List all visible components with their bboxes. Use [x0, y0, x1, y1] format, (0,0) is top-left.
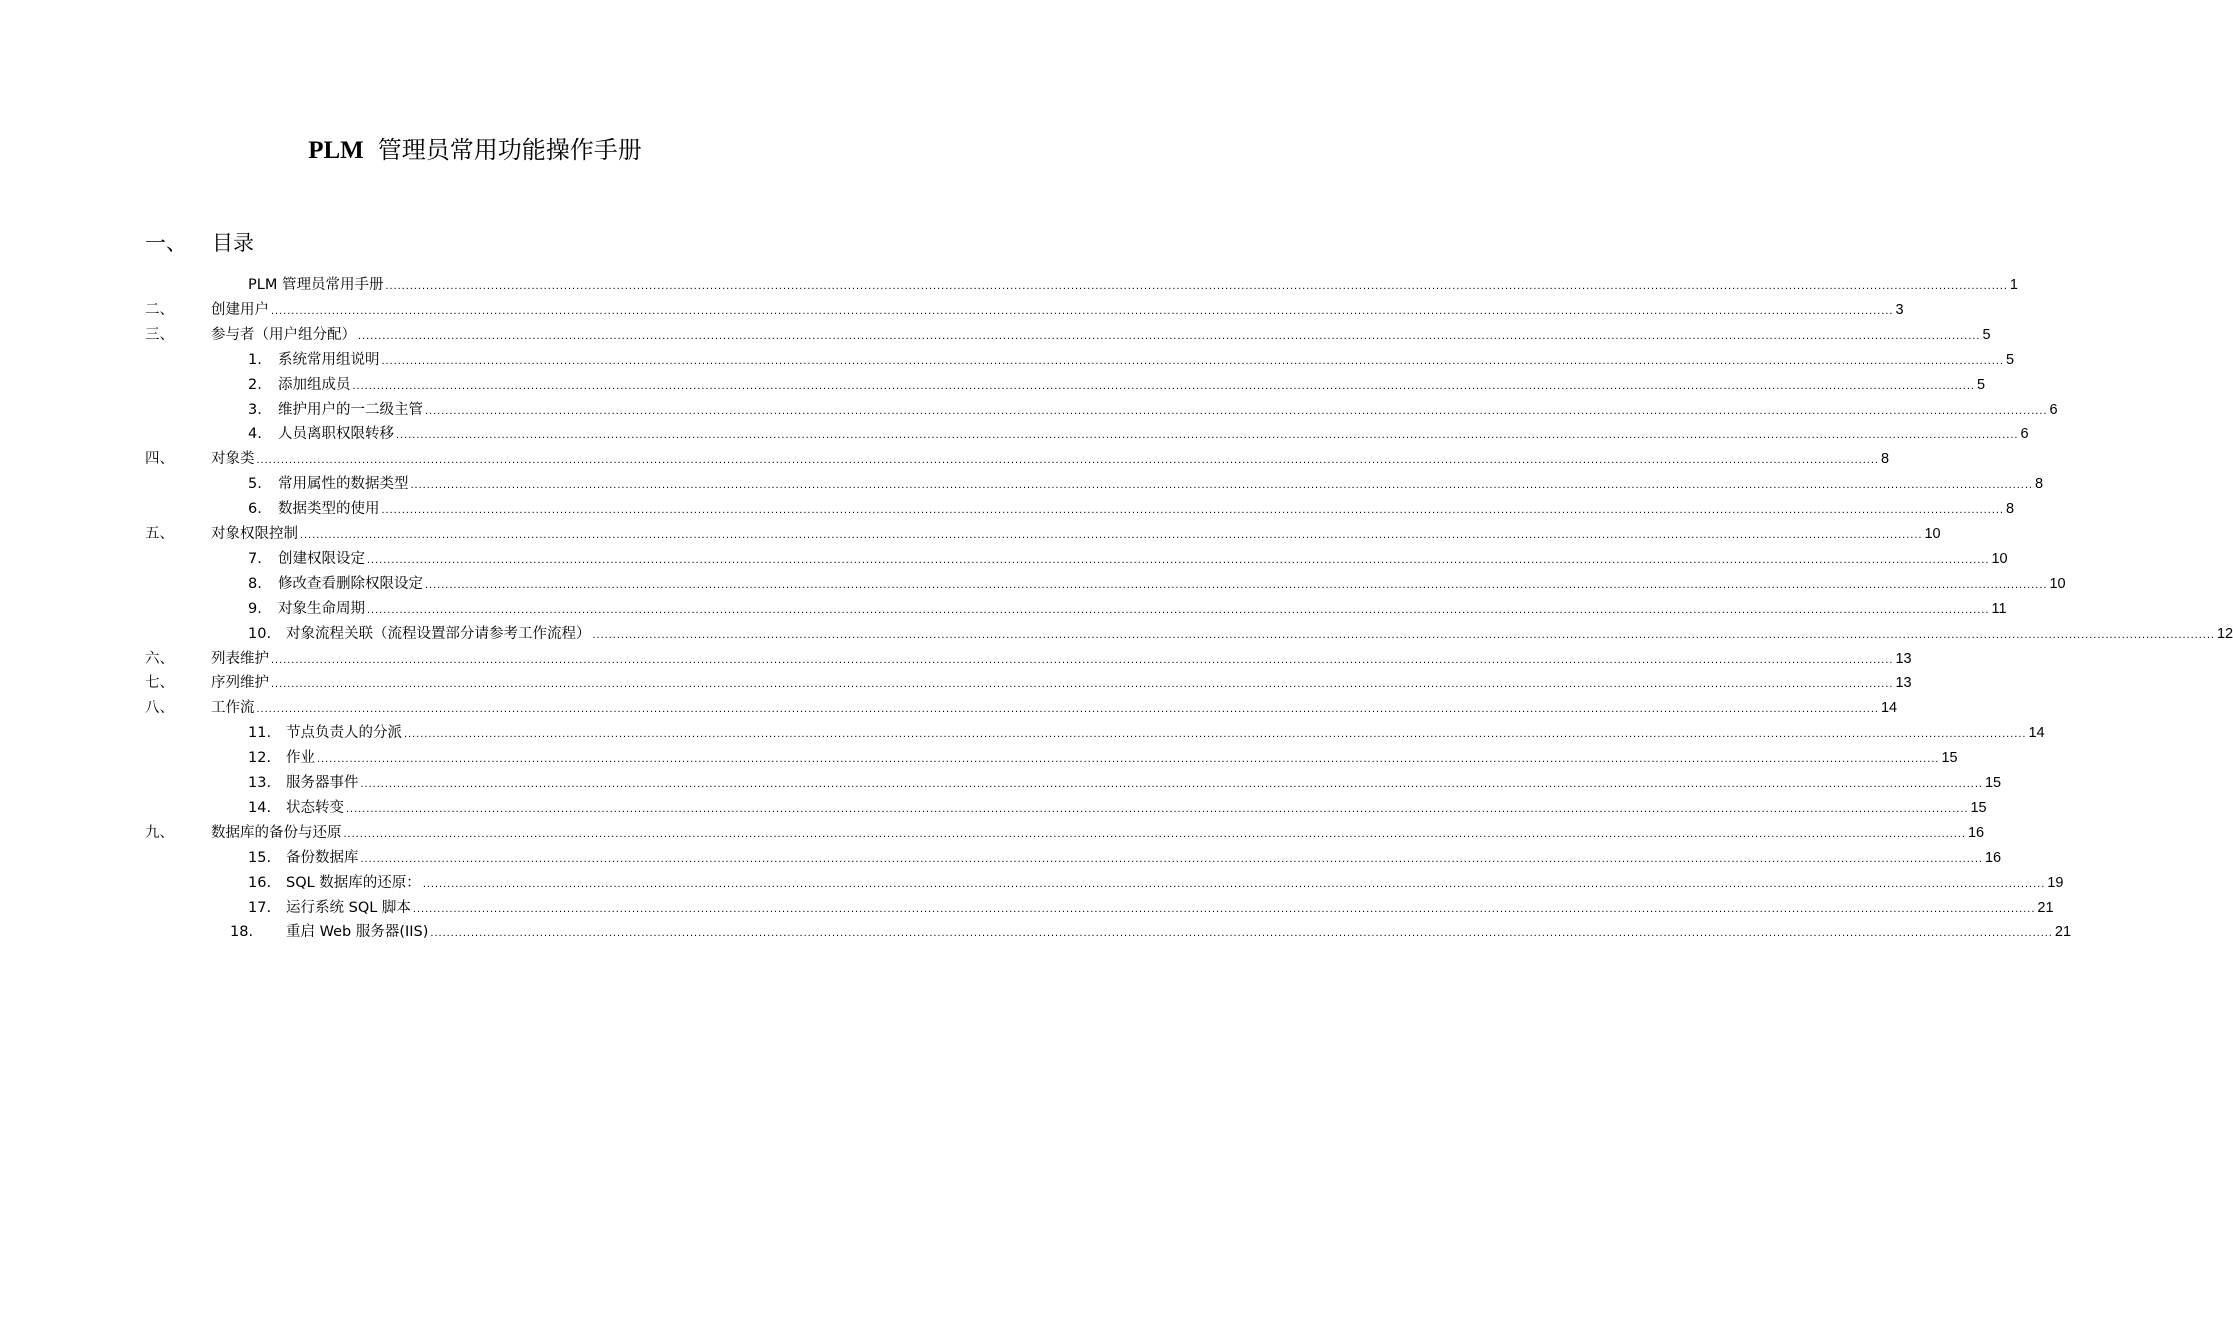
toc-leader-dots: ................................................................................................................................................................................................................................................................................................................................................................................................................: [317, 753, 1940, 766]
toc-entry-label: 对象流程关联（流程设置部分请参考工作流程）: [286, 625, 591, 642]
toc-leader-dots: ................................................................................................................................................................................................................................................................................................................................................................................................................: [430, 927, 2053, 940]
toc-entry[interactable]: [0, 348, 2015, 372]
toc-entry[interactable]: [0, 547, 2008, 571]
toc-entry-number: 五、: [145, 526, 174, 542]
toc-entry-page: 21: [2054, 924, 2072, 941]
toc-entry-label: 备份数据库: [286, 849, 359, 866]
toc-entry-label: 对象权限控制: [211, 526, 298, 542]
toc-entry-page: 5: [2005, 351, 2015, 368]
toc-entry-number: 8.: [248, 575, 262, 592]
toc-entry-page: 13: [1895, 650, 1912, 667]
toc-entry-number: 三、: [145, 326, 174, 343]
toc-leader-dots: ................................................................................................................................................................................................................................................................................................................................................................................................................: [271, 304, 1894, 317]
toc-entry-label: 状态转变: [286, 799, 344, 816]
toc-entry[interactable]: [0, 896, 2054, 920]
toc-leader-dots: ................................................................................................................................................................................................................................................................................................................................................................................................................: [385, 280, 2008, 292]
toc-leader-dots: ................................................................................................................................................................................................................................................................................................................................................................................................................: [343, 827, 1966, 840]
toc-entry-page: 16: [1967, 824, 1985, 841]
toc-entry-label: 工作流: [211, 700, 255, 717]
toc-entry-number: 16.: [248, 874, 272, 891]
toc-entry-number: 七、: [145, 675, 174, 692]
toc-entry[interactable]: [0, 846, 2002, 870]
toc-leader-dots: ................................................................................................................................................................................................................................................................................................................................................................................................................: [352, 379, 1975, 392]
toc-entry-page: 10: [1991, 550, 2008, 567]
toc-entry-page: 6: [2049, 401, 2058, 418]
toc-entry-label: 对象类: [211, 451, 255, 468]
toc-entry[interactable]: [0, 771, 2002, 795]
toc-entry-page: 8: [1880, 451, 1890, 468]
toc-entry[interactable]: [0, 472, 2044, 496]
toc-leader-dots: ................................................................................................................................................................................................................................................................................................................................................................................................................: [256, 454, 1879, 467]
toc-entry-number: 六、: [145, 650, 174, 667]
toc-entry[interactable]: [0, 398, 2058, 422]
toc-entry-page: 16: [1984, 849, 2002, 866]
toc-leader-dots: ................................................................................................................................................................................................................................................................................................................................................................................................................: [360, 778, 1983, 790]
toc-entry-page: 14: [2028, 725, 2045, 742]
toc-entry[interactable]: [0, 273, 2018, 297]
toc-entry-label: 重启 Web 服务器(IIS): [286, 924, 429, 941]
toc-entry-number: 15.: [248, 849, 272, 866]
toc-entry[interactable]: [0, 671, 1912, 695]
toc-entry-label: 序列维护: [211, 675, 269, 692]
toc-entry-label: 添加组成员: [278, 376, 351, 393]
toc-entry-number: 11.: [248, 725, 272, 742]
toc-entry[interactable]: [0, 447, 1890, 471]
toc-leader-dots: ................................................................................................................................................................................................................................................................................................................................................................................................................: [381, 504, 2004, 517]
toc-entry-page: 13: [1895, 675, 1912, 692]
toc-entry[interactable]: [0, 721, 2045, 745]
document-title-cjk: 管理员常用功能操作手册: [377, 136, 642, 164]
toc-entry-label: 创建权限设定: [278, 550, 365, 567]
toc-entry-page: 10: [1924, 526, 1941, 542]
toc-entry-page: 15: [1970, 799, 1987, 816]
toc-entry-page: 15: [1941, 750, 1958, 767]
toc-leader-dots: ................................................................................................................................................................................................................................................................................................................................................................................................................: [396, 429, 2019, 442]
toc-entry[interactable]: [0, 821, 1985, 845]
toc-entry-label: 系统常用组说明: [278, 351, 380, 368]
toc-leader-dots: ................................................................................................................................................................................................................................................................................................................................................................................................................: [300, 529, 1923, 541]
toc-heading-number: 一、: [145, 231, 187, 255]
toc-entry[interactable]: [0, 597, 2007, 621]
toc-leader-dots: ................................................................................................................................................................................................................................................................................................................................................................................................................: [360, 852, 1983, 865]
document-title: [0, 134, 950, 167]
toc-entry-page: 15: [1984, 775, 2002, 791]
toc-entry-number: 14.: [248, 799, 272, 816]
toc-entry-number: 6.: [248, 501, 262, 518]
toc-leader-dots: ................................................................................................................................................................................................................................................................................................................................................................................................................: [367, 553, 1990, 566]
toc-entry-page: 14: [1880, 700, 1898, 717]
toc-leader-dots: ................................................................................................................................................................................................................................................................................................................................................................................................................: [422, 877, 2046, 890]
toc-entry-label: 节点负责人的分派: [286, 725, 402, 742]
toc-entry-label: 参与者（用户组分配）: [211, 326, 356, 343]
toc-leader-dots: ................................................................................................................................................................................................................................................................................................................................................................................................................: [592, 628, 2215, 641]
toc-entry-page: 19: [2047, 874, 2064, 891]
toc-entry-number: 18.: [230, 924, 254, 941]
toc-entry[interactable]: [0, 696, 1898, 720]
toc-entry-page: 1: [2009, 277, 2018, 293]
toc-entry[interactable]: [0, 622, 2233, 646]
toc-entry[interactable]: [0, 746, 1958, 770]
toc-leader-dots: ................................................................................................................................................................................................................................................................................................................................................................................................................: [271, 678, 1894, 691]
toc-leader-dots: ................................................................................................................................................................................................................................................................................................................................................................................................................: [425, 404, 2048, 417]
toc-entry-page: 6: [2020, 426, 2029, 443]
toc-entry-page: 12: [2216, 625, 2233, 642]
toc-entry-label: 创建用户: [211, 301, 269, 318]
toc-entry-number: 7.: [248, 550, 262, 567]
toc-entry-page: 8: [2005, 501, 2015, 518]
toc-entry[interactable]: [0, 323, 1991, 347]
toc-entry-page: 21: [2037, 899, 2054, 916]
toc-leader-dots: ................................................................................................................................................................................................................................................................................................................................................................................................................: [425, 578, 2048, 591]
toc-leader-dots: ................................................................................................................................................................................................................................................................................................................................................................................................................: [271, 653, 1894, 666]
toc-entry-number: 四、: [145, 451, 174, 468]
toc-entry-number: 13.: [248, 775, 272, 791]
toc-entry-number: 10.: [248, 625, 272, 642]
toc-leader-dots: ................................................................................................................................................................................................................................................................................................................................................................................................................: [367, 603, 1990, 616]
toc-entry-number: 5.: [248, 476, 262, 493]
toc-leader-dots: ................................................................................................................................................................................................................................................................................................................................................................................................................: [346, 802, 1969, 815]
document-title-latin: PLM: [308, 137, 364, 164]
toc-entry-label: 人员离职权限转移: [278, 426, 394, 443]
toc-entry-label: 数据类型的使用: [278, 501, 380, 518]
toc-entry-page: 8: [2034, 476, 2044, 493]
toc-entry-label: 列表维护: [211, 650, 269, 667]
toc-leader-dots: ................................................................................................................................................................................................................................................................................................................................................................................................................: [381, 354, 2004, 367]
toc-leader-dots: ................................................................................................................................................................................................................................................................................................................................................................................................................: [410, 479, 2033, 492]
toc-entry-label: 维护用户的一二级主管: [278, 401, 423, 418]
toc-entry-label: PLM 管理员常用手册: [248, 277, 384, 293]
toc-entry-number: 12.: [248, 750, 272, 767]
toc-entry[interactable]: [0, 422, 2029, 446]
toc-leader-dots: ................................................................................................................................................................................................................................................................................................................................................................................................................: [256, 703, 1879, 716]
toc-entry-number: 3.: [248, 401, 262, 418]
toc-entry[interactable]: [0, 647, 1912, 671]
toc-entry[interactable]: [0, 522, 1941, 546]
toc-entry-page: 11: [1991, 600, 2007, 617]
toc-entry-label: 运行系统 SQL 脚本: [286, 899, 411, 916]
toc-entry[interactable]: [0, 796, 1987, 820]
toc-entry-number: 9.: [248, 600, 262, 617]
toc-entry[interactable]: [0, 920, 2072, 944]
toc-entry-page: 10: [2049, 575, 2066, 592]
toc-entry-number: 1.: [248, 351, 262, 368]
toc-entry[interactable]: [0, 497, 2015, 521]
toc-leader-dots: ................................................................................................................................................................................................................................................................................................................................................................................................................: [412, 902, 2036, 915]
toc-entry[interactable]: [0, 871, 2064, 895]
toc-entry-label: 服务器事件: [286, 775, 359, 791]
toc-entry-label: 常用属性的数据类型: [278, 476, 409, 493]
toc-entry-label: 作业: [286, 750, 315, 767]
toc-entry-page: 5: [1976, 376, 1986, 393]
toc-leader-dots: ................................................................................................................................................................................................................................................................................................................................................................................................................: [358, 329, 1981, 342]
toc-entry[interactable]: [0, 572, 2066, 596]
toc-entry-number: 二、: [145, 301, 174, 318]
toc-entry[interactable]: [0, 298, 1904, 322]
toc-entry-page: 3: [1895, 301, 1904, 318]
toc-entry-label: SQL 数据库的还原：: [286, 874, 421, 891]
toc-entry-page: 5: [1982, 326, 1991, 343]
toc-entry-number: 八、: [145, 700, 174, 717]
toc-entry-number: 2.: [248, 376, 262, 393]
toc-entry-label: 数据库的备份与还原: [211, 824, 342, 841]
toc-leader-dots: ................................................................................................................................................................................................................................................................................................................................................................................................................: [404, 728, 2027, 741]
toc-entry-label: 修改查看删除权限设定: [278, 575, 423, 592]
toc-entry-number: 4.: [248, 426, 262, 443]
toc-heading-label: 目录: [212, 231, 254, 255]
toc-entry[interactable]: [0, 373, 1986, 397]
toc-entry-label: 对象生命周期: [278, 600, 365, 617]
toc-entry-number: 17.: [248, 899, 272, 916]
toc-entry-number: 九、: [145, 824, 174, 841]
